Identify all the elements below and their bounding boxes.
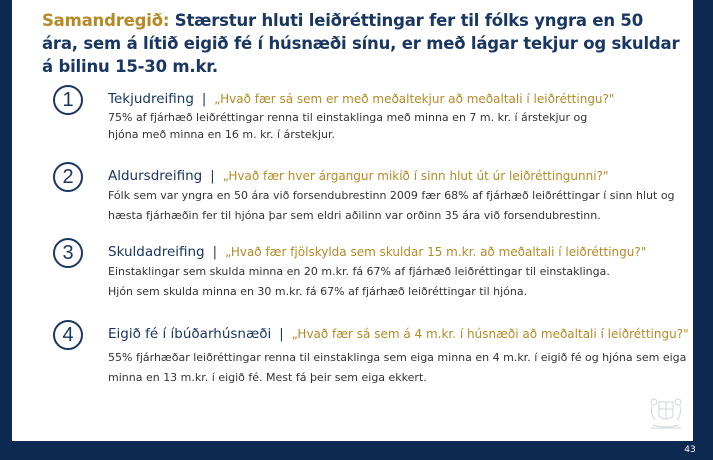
headline-lead: Samandregið:	[42, 11, 170, 30]
item-number-badge: 3	[53, 238, 83, 268]
page-number: 43	[684, 445, 696, 455]
item-body-paragraph: 55% fjárhæðar leiðréttingar renna til einstaklinga sem eiga minna en 4 m.kr. í eigið fé og hjóna sem eiga minna en 13 m.kr. í eigið fé. Mest fá þeir sem eiga ekkert.	[108, 351, 687, 384]
item-question: „Hvað fær sá sem er með meðaltekjur að meðaltali í leiðréttingu?"	[214, 92, 615, 106]
item-separator: |	[279, 327, 284, 342]
item-body	[108, 109, 593, 143]
item-body-paragraph: Hjón sem skulda minna en 30 m.kr. fá 67% af fjárhæð leiðréttingar til hjóna.	[108, 285, 528, 298]
item-heading	[108, 91, 614, 108]
item-body-paragraph: Einstaklingar sem skulda minna en 20 m.kr. fá 67% af fjárhæð leiðréttingar til einstaklinga.	[108, 265, 610, 278]
item-heading	[108, 168, 608, 185]
item-body-paragraph: Fólk sem var yngra en 50 ára við forsendubrestinn 2009 fær 68% af fjárhæð leiðréttingar í sinn hlut og hæsta fjárhæðin fer til hjóna þar sem eldri aðilinn var orðinn 35 ára við forsendubrestinn.	[108, 189, 675, 222]
item-number-badge: 4	[53, 320, 83, 350]
item-heading	[108, 244, 646, 261]
item-number-badge: 2	[53, 162, 83, 192]
item-heading	[108, 326, 689, 343]
slide	[12, 0, 693, 441]
item-question: „Hvað fær hver árgangur mikið í sinn hlut út úr leiðréttingunni?"	[222, 169, 609, 183]
item-body	[108, 262, 698, 302]
iceland-coat-of-arms-icon	[647, 392, 685, 432]
item-question: „Hvað fær sá sem á 4 m.kr. í húsnæði að meðaltali í leiðréttingu?"	[291, 327, 689, 341]
headline-text: Stærstur hluti leiðréttingar fer til fólks yngra en 50 ára, sem á lítið eigið fé í húsnæði sínu, er með lágar tekjur og skuldar á bilinu 15-30 m.kr.	[42, 11, 680, 76]
item-separator: |	[201, 92, 207, 107]
item-title: Aldursdreifing	[108, 168, 203, 184]
item-title: Eigið fé í íbúðarhúsnæði	[108, 326, 272, 342]
item-separator: |	[212, 245, 218, 260]
item-separator: |	[210, 169, 215, 184]
item-title: Tekjudreifing	[108, 91, 194, 107]
item-body-paragraph: 75% af fjárhæð leiðréttingar renna til einstaklinga með minna en 7 m. kr. í árstekjur og hjóna með minna en 16 m. kr. í árstekjur.	[108, 111, 588, 141]
headline	[42, 9, 682, 78]
item-body	[108, 186, 698, 226]
item-title: Skuldadreifing	[108, 244, 205, 260]
item-body	[108, 348, 698, 388]
item-number-badge: 1	[53, 85, 83, 115]
item-question: „Hvað fær fjölskylda sem skuldar 15 m.kr. að meðaltali í leiðréttingu?"	[225, 245, 647, 259]
